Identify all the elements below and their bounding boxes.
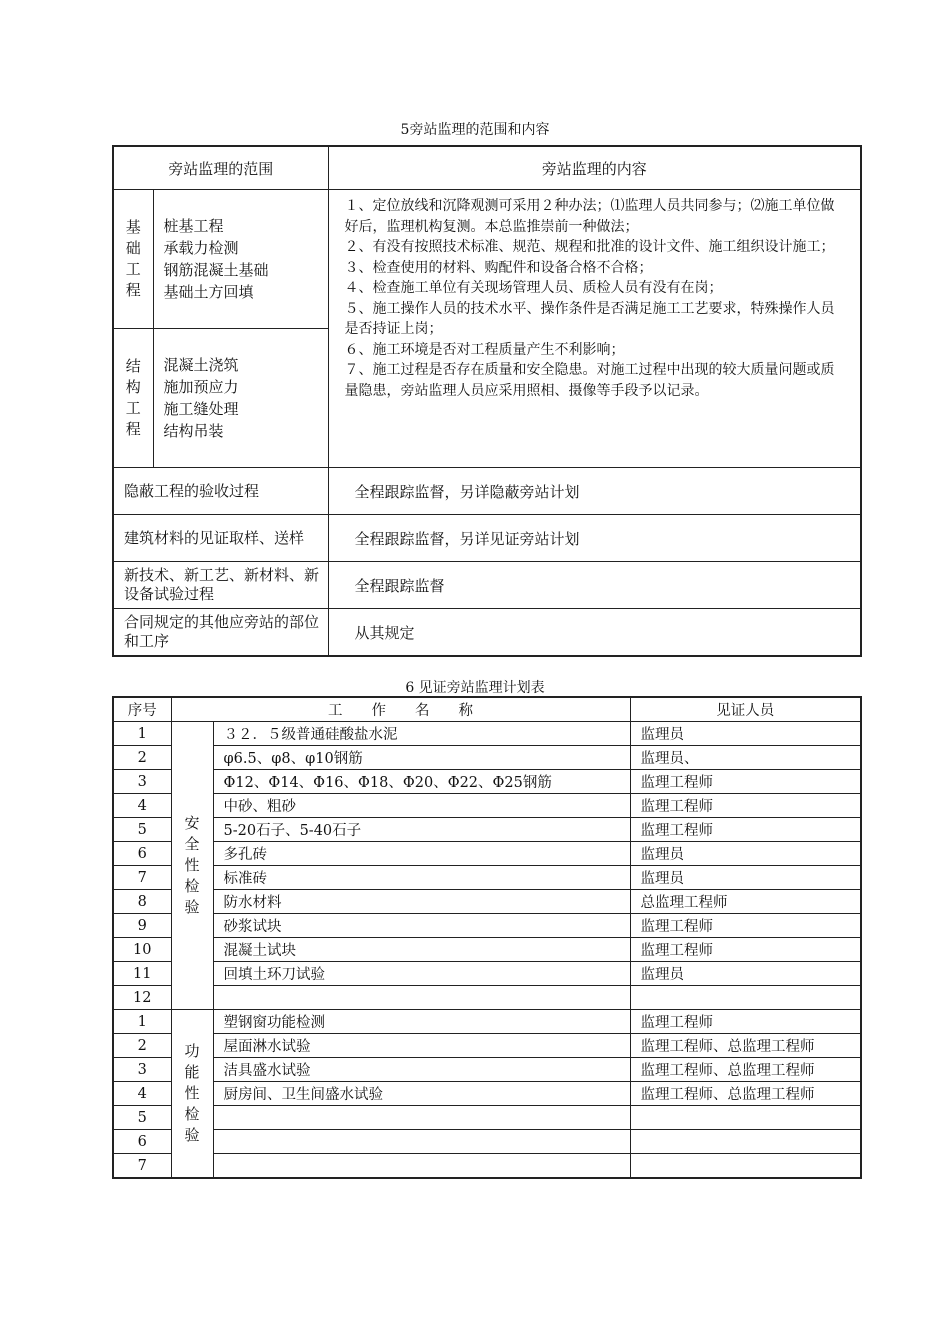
row-number: 1 (113, 722, 171, 746)
scope-row: 合同规定的其他应旁站的部位和工序 (113, 609, 328, 657)
row-number: 5 (113, 1106, 171, 1130)
row-number: 6 (113, 842, 171, 866)
work-name: Φ12、Φ14、Φ16、Φ18、Φ20、Φ22、Φ25钢筋 (213, 770, 630, 794)
table-row (113, 938, 861, 962)
group-label-function: 功 能 性 检 验 (171, 1010, 213, 1179)
table-row (113, 794, 861, 818)
work-name: ３２．５级普通硅酸盐水泥 (213, 722, 630, 746)
work-name: 标准砖 (213, 866, 630, 890)
content-row: 从其规定 (328, 609, 861, 657)
table-row (113, 914, 861, 938)
row-number: 3 (113, 1058, 171, 1082)
work-name: 防水材料 (213, 890, 630, 914)
table-row (113, 890, 861, 914)
witness-person: 监理工程师、总监理工程师 (630, 1058, 861, 1082)
table-row (113, 770, 861, 794)
work-name (213, 1106, 630, 1130)
row-number: 1 (113, 1010, 171, 1034)
header-content: 旁站监理的内容 (328, 146, 861, 190)
header-scope: 旁站监理的范围 (113, 146, 328, 190)
row-number: 11 (113, 962, 171, 986)
witness-person: 监理员 (630, 722, 861, 746)
row-number: 2 (113, 1034, 171, 1058)
work-name: 5-20石子、5-40石子 (213, 818, 630, 842)
row-number: 3 (113, 770, 171, 794)
table-row (113, 1034, 861, 1058)
witness-person (630, 1106, 861, 1130)
row-number: 7 (113, 1154, 171, 1179)
row-number: 5 (113, 818, 171, 842)
work-name: 洁具盛水试验 (213, 1058, 630, 1082)
witness-person (630, 986, 861, 1010)
row-number: 7 (113, 866, 171, 890)
work-name: 厨房间、卫生间盛水试验 (213, 1082, 630, 1106)
row-number: 9 (113, 914, 171, 938)
supervision-scope-table (112, 145, 862, 657)
work-name: 屋面淋水试验 (213, 1034, 630, 1058)
work-name (213, 1154, 630, 1179)
group-items-foundation: 桩基工程 承载力检测 钢筋混凝土基础 基础土方回填 (153, 190, 328, 329)
content-row: 全程跟踪监督 (328, 562, 861, 609)
witness-person (630, 1130, 861, 1154)
row-number: 8 (113, 890, 171, 914)
row-number: 4 (113, 1082, 171, 1106)
work-name (213, 1130, 630, 1154)
table-row (113, 842, 861, 866)
work-name: 回填土环刀试验 (213, 962, 630, 986)
witness-person: 监理员、 (630, 746, 861, 770)
row-number: 12 (113, 986, 171, 1010)
supervision-content: １、定位放线和沉降观测可采用２种办法；⑴监理人员共同参与；⑵施工单位做好后，监理机构复测。本总监推崇前一种做法； ２、有没有按照技术标准、规范、规程和批准的设计文件、施工组织设计施工； ３、检查使用的材料、购配件和设备合格不合格； ４、检查施工单位有关现场管理人员、质检人员有没有在岗； ５、施工操作人员的技术水平、操作条件是否满足施工工艺要求，特殊操作人员是否持证上岗； ６、施工环境是否对工程质量产生不利影响； ７、施工过程是否存在质量和安全隐患。对施工过程中出现的较大质量问题或质量隐患，旁站监理人员应采用照相、摄像等手段予以记录。 (328, 190, 861, 468)
header-work-name: 工 作 名 称 (171, 697, 630, 722)
table-row (113, 1058, 861, 1082)
witness-person: 总监理工程师 (630, 890, 861, 914)
table-row (113, 866, 861, 890)
header-witness: 见证人员 (630, 697, 861, 722)
group-label-foundation: 基 础 工 程 (113, 190, 153, 329)
witness-person: 监理工程师 (630, 1010, 861, 1034)
work-name: 塑钢窗功能检测 (213, 1010, 630, 1034)
witness-plan-table (112, 696, 862, 1179)
table-row (113, 722, 861, 746)
scope-row: 隐蔽工程的验收过程 (113, 468, 328, 515)
table-row (113, 1082, 861, 1106)
table-row (113, 1130, 861, 1154)
witness-person: 监理工程师 (630, 938, 861, 962)
scope-row: 新技术、新工艺、新材料、新设备试验过程 (113, 562, 328, 609)
table-row (113, 1106, 861, 1130)
table-row (113, 818, 861, 842)
witness-person: 监理工程师、总监理工程师 (630, 1034, 861, 1058)
group-label-safety: 安 全 性 检 验 (171, 722, 213, 1010)
scope-row: 建筑材料的见证取样、送样 (113, 515, 328, 562)
witness-person: 监理工程师 (630, 914, 861, 938)
work-name: 砂浆试块 (213, 914, 630, 938)
section5-title: 5旁站监理的范围和内容 (400, 122, 550, 138)
witness-person: 监理工程师 (630, 818, 861, 842)
content-row: 全程跟踪监督，另详见证旁站计划 (328, 515, 861, 562)
row-number: 6 (113, 1130, 171, 1154)
group-items-structure: 混凝土浇筑 施加预应力 施工缝处理 结构吊装 (153, 329, 328, 468)
work-name: 混凝土试块 (213, 938, 630, 962)
witness-person (630, 1154, 861, 1179)
table-row (113, 986, 861, 1010)
row-number: 10 (113, 938, 171, 962)
content-row: 全程跟踪监督，另详隐蔽旁站计划 (328, 468, 861, 515)
row-number: 2 (113, 746, 171, 770)
table-row (113, 1154, 861, 1179)
work-name: φ6.5、φ8、φ10钢筋 (213, 746, 630, 770)
table-row (113, 962, 861, 986)
group-label-structure: 结 构 工 程 (113, 329, 153, 468)
witness-person: 监理工程师 (630, 770, 861, 794)
section6-title: 6 见证旁站监理计划表 (405, 680, 545, 696)
table-row (113, 1010, 861, 1034)
table-row (113, 746, 861, 770)
work-name: 中砂、粗砂 (213, 794, 630, 818)
witness-person: 监理工程师 (630, 794, 861, 818)
witness-person: 监理员 (630, 842, 861, 866)
witness-person: 监理工程师、总监理工程师 (630, 1082, 861, 1106)
row-number: 4 (113, 794, 171, 818)
witness-person: 监理员 (630, 962, 861, 986)
witness-person: 监理员 (630, 866, 861, 890)
header-no: 序号 (113, 697, 171, 722)
work-name: 多孔砖 (213, 842, 630, 866)
work-name (213, 986, 630, 1010)
